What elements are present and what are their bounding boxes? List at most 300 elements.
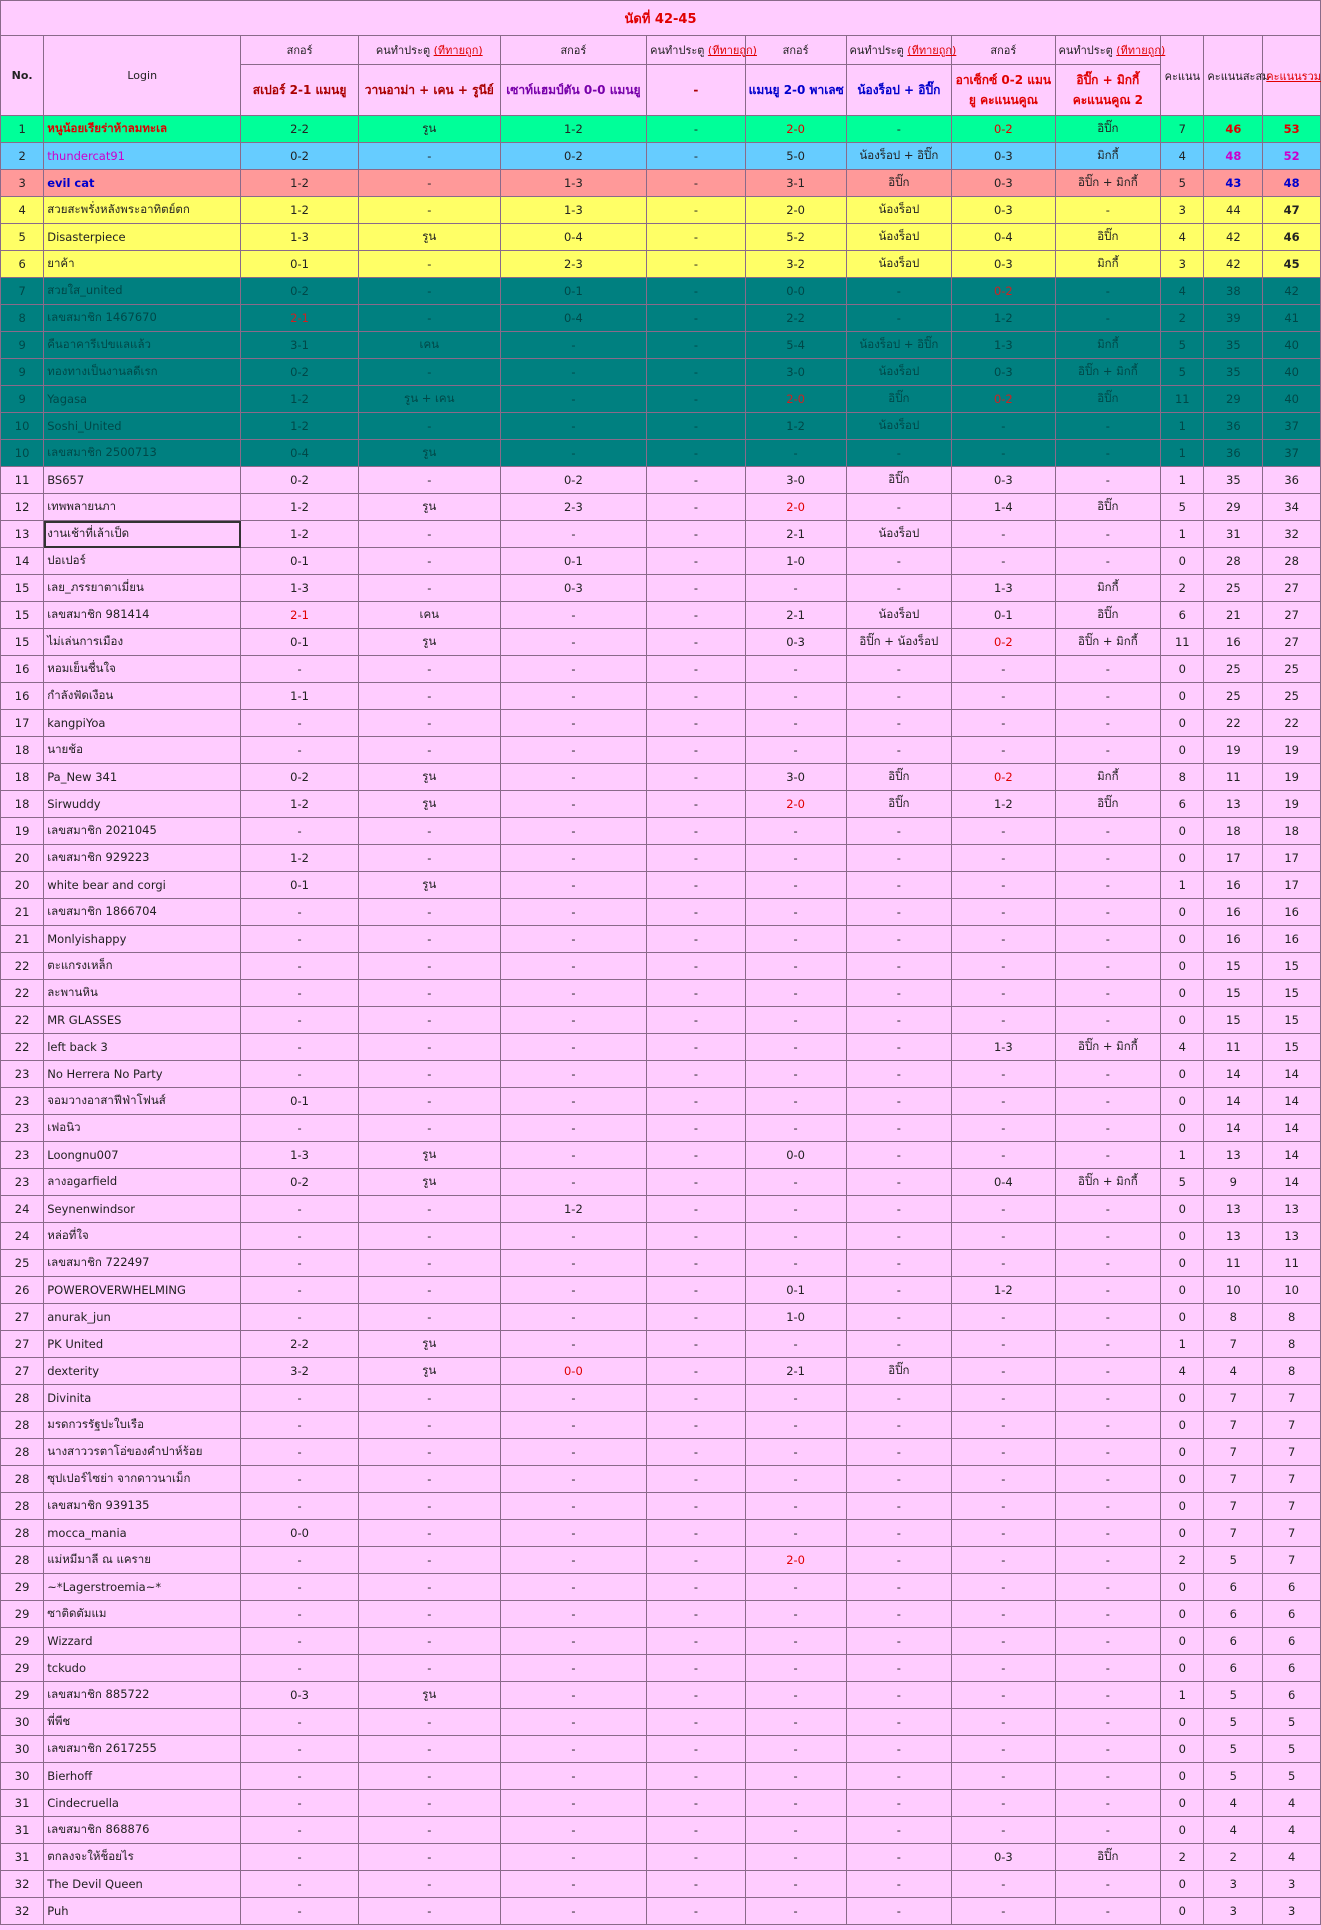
cell-total[interactable]: 13 [1263, 1223, 1321, 1250]
table-row[interactable] [1, 629, 1321, 656]
cell-points[interactable]: 0 [1161, 1628, 1204, 1655]
cell-score-4[interactable]: - [952, 818, 1055, 845]
cell-accumulated[interactable]: 3 [1204, 1898, 1263, 1925]
table-row[interactable] [1, 845, 1321, 872]
cell-scorer-3[interactable]: - [846, 1331, 952, 1358]
cell-score-1[interactable]: 2-2 [241, 116, 359, 143]
cell-rank[interactable]: 12 [1, 494, 44, 521]
cell-points[interactable]: 0 [1161, 1385, 1204, 1412]
cell-scorer-2[interactable]: - [647, 575, 745, 602]
cell-points[interactable]: 0 [1161, 1115, 1204, 1142]
cell-scorer-4[interactable]: อิปิ๊ก [1055, 386, 1161, 413]
cell-score-3[interactable]: - [745, 926, 846, 953]
cell-scorer-4[interactable]: - [1055, 1790, 1161, 1817]
cell-score-1[interactable]: - [241, 1466, 359, 1493]
cell-total[interactable]: 45 [1263, 251, 1321, 278]
cell-scorer-2[interactable]: - [647, 386, 745, 413]
cell-score-1[interactable]: - [241, 818, 359, 845]
cell-scorer-4[interactable]: - [1055, 548, 1161, 575]
cell-score-4[interactable]: 0-2 [952, 386, 1055, 413]
cell-scorer-2[interactable]: - [647, 278, 745, 305]
cell-scorer-3[interactable]: - [846, 440, 952, 467]
cell-score-3[interactable]: - [745, 980, 846, 1007]
table-row[interactable] [1, 116, 1321, 143]
cell-accumulated[interactable]: 5 [1204, 1547, 1263, 1574]
cell-score-4[interactable]: 0-3 [952, 143, 1055, 170]
cell-scorer-3[interactable]: - [846, 1223, 952, 1250]
cell-score-4[interactable]: - [952, 1196, 1055, 1223]
cell-score-1[interactable]: - [241, 1412, 359, 1439]
table-row[interactable] [1, 1385, 1321, 1412]
cell-score-1[interactable]: - [241, 1655, 359, 1682]
table-row[interactable] [1, 1223, 1321, 1250]
cell-score-2[interactable]: - [500, 1601, 647, 1628]
cell-score-3[interactable]: - [745, 1007, 846, 1034]
cell-scorer-1[interactable]: - [358, 1493, 500, 1520]
table-row[interactable] [1, 1331, 1321, 1358]
cell-login[interactable]: พี่พีช [44, 1709, 241, 1736]
cell-score-4[interactable]: - [952, 710, 1055, 737]
cell-score-1[interactable]: 2-1 [241, 602, 359, 629]
cell-points[interactable]: 1 [1161, 440, 1204, 467]
cell-total[interactable]: 34 [1263, 494, 1321, 521]
cell-total[interactable]: 25 [1263, 656, 1321, 683]
cell-points[interactable]: 4 [1161, 1358, 1204, 1385]
cell-score-2[interactable]: - [500, 1331, 647, 1358]
header-score-2[interactable]: สกอร์ [500, 36, 647, 65]
cell-scorer-4[interactable]: อิปิ๊ก + มิกกี้ [1055, 1034, 1161, 1061]
cell-score-3[interactable]: 2-0 [745, 197, 846, 224]
cell-score-4[interactable]: 1-4 [952, 494, 1055, 521]
cell-accumulated[interactable]: 36 [1204, 413, 1263, 440]
cell-rank[interactable]: 9 [1, 386, 44, 413]
cell-scorer-1[interactable]: - [358, 737, 500, 764]
table-row[interactable] [1, 1601, 1321, 1628]
cell-rank[interactable]: 20 [1, 845, 44, 872]
cell-score-3[interactable]: - [745, 1385, 846, 1412]
cell-score-1[interactable]: - [241, 710, 359, 737]
cell-login[interactable]: Disasterpiece [44, 224, 241, 251]
cell-accumulated[interactable]: 16 [1204, 899, 1263, 926]
cell-score-2[interactable]: 2-3 [500, 251, 647, 278]
cell-scorer-4[interactable]: - [1055, 305, 1161, 332]
cell-scorer-3[interactable]: - [846, 1412, 952, 1439]
table-row[interactable] [1, 1061, 1321, 1088]
cell-points[interactable]: 1 [1161, 521, 1204, 548]
cell-login[interactable]: จอมวางอาสาฟีฟ่าโฟนส์ [44, 1088, 241, 1115]
cell-score-3[interactable]: - [745, 953, 846, 980]
cell-login[interactable]: ยาค้า [44, 251, 241, 278]
cell-rank[interactable]: 27 [1, 1304, 44, 1331]
cell-score-4[interactable]: 0-2 [952, 629, 1055, 656]
table-row[interactable] [1, 359, 1321, 386]
cell-score-4[interactable]: - [952, 1898, 1055, 1925]
cell-points[interactable]: 4 [1161, 224, 1204, 251]
cell-points[interactable]: 0 [1161, 1493, 1204, 1520]
cell-score-1[interactable]: 0-1 [241, 629, 359, 656]
cell-score-2[interactable]: - [500, 386, 647, 413]
cell-score-1[interactable]: 1-2 [241, 521, 359, 548]
cell-total[interactable]: 5 [1263, 1709, 1321, 1736]
cell-total[interactable]: 13 [1263, 1196, 1321, 1223]
cell-score-3[interactable]: - [745, 1844, 846, 1871]
header-pick-8[interactable]: อิปิ๊ก + มิกกี้ คะแนนคูณ 2 [1055, 65, 1161, 116]
cell-scorer-4[interactable]: - [1055, 1709, 1161, 1736]
cell-scorer-2[interactable]: - [647, 332, 745, 359]
cell-scorer-3[interactable]: - [846, 1277, 952, 1304]
cell-score-4[interactable]: - [952, 980, 1055, 1007]
cell-rank[interactable]: 26 [1, 1277, 44, 1304]
cell-scorer-2[interactable]: - [647, 359, 745, 386]
cell-points[interactable]: 0 [1161, 1898, 1204, 1925]
cell-points[interactable]: 0 [1161, 1196, 1204, 1223]
cell-total[interactable]: 36 [1263, 467, 1321, 494]
cell-score-2[interactable]: - [500, 1763, 647, 1790]
cell-score-4[interactable]: 1-3 [952, 575, 1055, 602]
table-row[interactable] [1, 143, 1321, 170]
cell-total[interactable]: 8 [1263, 1331, 1321, 1358]
cell-scorer-1[interactable]: - [358, 1061, 500, 1088]
cell-score-2[interactable]: - [500, 332, 647, 359]
cell-score-3[interactable]: - [745, 1574, 846, 1601]
cell-score-4[interactable]: - [952, 1817, 1055, 1844]
table-row[interactable] [1, 1169, 1321, 1196]
cell-scorer-1[interactable]: เคน [358, 332, 500, 359]
cell-score-4[interactable]: 0-3 [952, 359, 1055, 386]
cell-score-3[interactable]: - [745, 1061, 846, 1088]
cell-score-2[interactable]: - [500, 1223, 647, 1250]
cell-scorer-4[interactable]: - [1055, 1520, 1161, 1547]
cell-accumulated[interactable]: 7 [1204, 1412, 1263, 1439]
cell-login[interactable]: ตะแกรงเหล็ก [44, 953, 241, 980]
cell-score-1[interactable]: - [241, 1574, 359, 1601]
cell-rank[interactable]: 27 [1, 1331, 44, 1358]
cell-score-3[interactable]: 0-0 [745, 278, 846, 305]
cell-score-1[interactable]: 0-2 [241, 359, 359, 386]
table-row[interactable] [1, 1574, 1321, 1601]
cell-points[interactable]: 0 [1161, 710, 1204, 737]
cell-scorer-1[interactable]: - [358, 1115, 500, 1142]
cell-login[interactable]: นายช้อ [44, 737, 241, 764]
header-pick-2[interactable]: วานอาม่า + เคน + รูนีย์ [358, 65, 500, 116]
cell-scorer-3[interactable]: - [846, 1142, 952, 1169]
cell-points[interactable]: 1 [1161, 1331, 1204, 1358]
cell-scorer-4[interactable]: - [1055, 1574, 1161, 1601]
cell-scorer-4[interactable]: - [1055, 1493, 1161, 1520]
cell-score-3[interactable]: 2-1 [745, 602, 846, 629]
cell-scorer-3[interactable]: - [846, 1034, 952, 1061]
table-row[interactable] [1, 413, 1321, 440]
cell-score-3[interactable]: - [745, 440, 846, 467]
cell-score-4[interactable]: - [952, 1142, 1055, 1169]
cell-scorer-1[interactable]: - [358, 818, 500, 845]
cell-points[interactable]: 5 [1161, 1169, 1204, 1196]
cell-accumulated[interactable]: 43 [1204, 170, 1263, 197]
cell-score-3[interactable]: - [745, 1763, 846, 1790]
cell-scorer-2[interactable]: - [647, 1547, 745, 1574]
cell-score-1[interactable]: 1-2 [241, 845, 359, 872]
cell-scorer-2[interactable]: - [647, 1034, 745, 1061]
cell-score-2[interactable]: - [500, 1277, 647, 1304]
cell-score-3[interactable]: 2-0 [745, 791, 846, 818]
cell-score-1[interactable]: 2-2 [241, 1331, 359, 1358]
cell-login[interactable]: ไม่เล่นการเมือง [44, 629, 241, 656]
cell-total[interactable]: 7 [1263, 1520, 1321, 1547]
cell-points[interactable]: 5 [1161, 359, 1204, 386]
cell-score-2[interactable]: - [500, 602, 647, 629]
cell-score-3[interactable]: 1-2 [745, 413, 846, 440]
cell-total[interactable]: 28 [1263, 548, 1321, 575]
cell-scorer-2[interactable]: - [647, 710, 745, 737]
cell-total[interactable]: 6 [1263, 1682, 1321, 1709]
cell-scorer-3[interactable]: น้องร็อป + อิปิ๊ก [846, 332, 952, 359]
cell-score-1[interactable]: - [241, 980, 359, 1007]
cell-points[interactable]: 0 [1161, 1817, 1204, 1844]
cell-rank[interactable]: 23 [1, 1142, 44, 1169]
cell-login[interactable]: งานเช้าที่เล้าเป็ด [44, 521, 241, 548]
cell-points[interactable]: 0 [1161, 1250, 1204, 1277]
cell-score-3[interactable]: - [745, 737, 846, 764]
cell-score-2[interactable]: - [500, 1628, 647, 1655]
cell-score-3[interactable]: - [745, 1466, 846, 1493]
cell-score-1[interactable]: - [241, 1817, 359, 1844]
cell-accumulated[interactable]: 10 [1204, 1277, 1263, 1304]
cell-score-4[interactable]: 1-3 [952, 332, 1055, 359]
cell-rank[interactable]: 29 [1, 1682, 44, 1709]
table-row[interactable] [1, 980, 1321, 1007]
cell-scorer-4[interactable]: - [1055, 1628, 1161, 1655]
table-row[interactable] [1, 1142, 1321, 1169]
cell-points[interactable]: 3 [1161, 251, 1204, 278]
cell-rank[interactable]: 7 [1, 278, 44, 305]
cell-total[interactable]: 15 [1263, 953, 1321, 980]
cell-points[interactable]: 0 [1161, 1574, 1204, 1601]
cell-scorer-2[interactable]: - [647, 1817, 745, 1844]
cell-score-3[interactable]: - [745, 1736, 846, 1763]
cell-score-1[interactable]: - [241, 1898, 359, 1925]
cell-score-4[interactable]: - [952, 1007, 1055, 1034]
cell-score-2[interactable]: 1-2 [500, 116, 647, 143]
cell-rank[interactable]: 30 [1, 1709, 44, 1736]
table-row[interactable] [1, 737, 1321, 764]
cell-login[interactable]: tckudo [44, 1655, 241, 1682]
cell-scorer-3[interactable]: - [846, 1790, 952, 1817]
table-row[interactable] [1, 899, 1321, 926]
cell-score-2[interactable]: - [500, 1709, 647, 1736]
cell-score-2[interactable]: - [500, 1682, 647, 1709]
cell-score-2[interactable]: - [500, 953, 647, 980]
cell-score-2[interactable]: 0-4 [500, 305, 647, 332]
cell-scorer-3[interactable]: - [846, 1574, 952, 1601]
cell-scorer-1[interactable]: - [358, 1655, 500, 1682]
cell-accumulated[interactable]: 42 [1204, 251, 1263, 278]
cell-scorer-2[interactable]: - [647, 251, 745, 278]
cell-scorer-1[interactable]: - [358, 683, 500, 710]
cell-points[interactable]: 1 [1161, 872, 1204, 899]
cell-scorer-4[interactable]: - [1055, 818, 1161, 845]
table-row[interactable] [1, 1439, 1321, 1466]
cell-scorer-2[interactable]: - [647, 143, 745, 170]
cell-score-3[interactable]: 1-0 [745, 548, 846, 575]
cell-scorer-3[interactable]: อิปิ๊ก [846, 467, 952, 494]
table-row[interactable] [1, 1520, 1321, 1547]
cell-score-3[interactable]: 1-0 [745, 1304, 846, 1331]
cell-scorer-1[interactable]: รูน [358, 1331, 500, 1358]
cell-accumulated[interactable]: 44 [1204, 197, 1263, 224]
cell-score-1[interactable]: - [241, 1223, 359, 1250]
cell-points[interactable]: 0 [1161, 818, 1204, 845]
cell-scorer-2[interactable]: - [647, 1412, 745, 1439]
cell-score-1[interactable]: - [241, 1115, 359, 1142]
cell-score-3[interactable]: 0-3 [745, 629, 846, 656]
cell-login[interactable]: anurak_jun [44, 1304, 241, 1331]
cell-score-3[interactable]: - [745, 1709, 846, 1736]
cell-scorer-3[interactable]: - [846, 548, 952, 575]
cell-score-3[interactable]: 3-0 [745, 764, 846, 791]
cell-score-1[interactable]: - [241, 1439, 359, 1466]
cell-points[interactable]: 0 [1161, 1061, 1204, 1088]
table-row[interactable] [1, 548, 1321, 575]
cell-points[interactable]: 0 [1161, 1601, 1204, 1628]
cell-scorer-3[interactable]: - [846, 1493, 952, 1520]
header-login[interactable]: Login [44, 36, 241, 116]
cell-scorer-2[interactable]: - [647, 1169, 745, 1196]
table-row[interactable] [1, 1817, 1321, 1844]
cell-scorer-4[interactable]: - [1055, 1277, 1161, 1304]
cell-score-3[interactable]: - [745, 1682, 846, 1709]
cell-scorer-3[interactable]: - [846, 1061, 952, 1088]
cell-points[interactable]: 0 [1161, 1763, 1204, 1790]
cell-accumulated[interactable]: 5 [1204, 1763, 1263, 1790]
cell-score-2[interactable]: - [500, 629, 647, 656]
cell-scorer-4[interactable]: อิปิ๊ก + มิกกี้ [1055, 359, 1161, 386]
cell-score-4[interactable]: - [952, 1520, 1055, 1547]
cell-scorer-4[interactable]: อิปิ๊ก [1055, 602, 1161, 629]
cell-accumulated[interactable]: 14 [1204, 1061, 1263, 1088]
cell-scorer-2[interactable]: - [647, 872, 745, 899]
cell-score-1[interactable]: 0-2 [241, 143, 359, 170]
cell-total[interactable]: 18 [1263, 818, 1321, 845]
cell-score-2[interactable]: - [500, 1061, 647, 1088]
cell-score-1[interactable]: 1-2 [241, 197, 359, 224]
cell-score-4[interactable]: 0-2 [952, 116, 1055, 143]
table-row[interactable] [1, 1277, 1321, 1304]
cell-login[interactable]: แม่หมีมาลี ณ แคราย [44, 1547, 241, 1574]
cell-accumulated[interactable]: 4 [1204, 1817, 1263, 1844]
cell-scorer-4[interactable]: อิปิ๊ก [1055, 224, 1161, 251]
cell-login[interactable]: ซาติดตัมแม [44, 1601, 241, 1628]
cell-total[interactable]: 17 [1263, 872, 1321, 899]
cell-score-3[interactable]: - [745, 710, 846, 737]
cell-points[interactable]: 0 [1161, 1007, 1204, 1034]
cell-scorer-4[interactable]: - [1055, 737, 1161, 764]
cell-score-1[interactable]: 0-2 [241, 1169, 359, 1196]
cell-login[interactable]: Puh [44, 1898, 241, 1925]
cell-points[interactable]: 0 [1161, 1709, 1204, 1736]
cell-score-4[interactable]: - [952, 1601, 1055, 1628]
cell-total[interactable]: 6 [1263, 1574, 1321, 1601]
cell-score-4[interactable]: - [952, 926, 1055, 953]
cell-accumulated[interactable]: 17 [1204, 845, 1263, 872]
cell-score-3[interactable]: 3-0 [745, 467, 846, 494]
cell-accumulated[interactable]: 5 [1204, 1736, 1263, 1763]
cell-score-2[interactable]: - [500, 1547, 647, 1574]
cell-scorer-4[interactable]: - [1055, 1142, 1161, 1169]
cell-scorer-1[interactable]: - [358, 1709, 500, 1736]
cell-score-1[interactable]: - [241, 1304, 359, 1331]
cell-score-4[interactable]: - [952, 1628, 1055, 1655]
cell-score-1[interactable]: 1-2 [241, 170, 359, 197]
cell-scorer-1[interactable]: รูน [358, 440, 500, 467]
cell-scorer-3[interactable]: น้องร็อป [846, 602, 952, 629]
cell-total[interactable]: 52 [1263, 143, 1321, 170]
cell-scorer-4[interactable]: อิปิ๊ก [1055, 116, 1161, 143]
cell-scorer-4[interactable]: มิกกี้ [1055, 143, 1161, 170]
table-row[interactable] [1, 494, 1321, 521]
cell-accumulated[interactable]: 11 [1204, 1250, 1263, 1277]
cell-scorer-3[interactable]: อิปิ๊ก [846, 386, 952, 413]
table-row[interactable] [1, 953, 1321, 980]
table-row[interactable] [1, 467, 1321, 494]
cell-rank[interactable]: 29 [1, 1655, 44, 1682]
cell-rank[interactable]: 28 [1, 1412, 44, 1439]
cell-score-3[interactable]: - [745, 1871, 846, 1898]
cell-score-3[interactable]: - [745, 1088, 846, 1115]
table-row[interactable] [1, 1709, 1321, 1736]
cell-scorer-4[interactable]: - [1055, 1412, 1161, 1439]
cell-login[interactable]: Sirwuddy [44, 791, 241, 818]
cell-scorer-3[interactable]: - [846, 494, 952, 521]
cell-rank[interactable]: 9 [1, 332, 44, 359]
cell-scorer-3[interactable]: - [846, 278, 952, 305]
cell-accumulated[interactable]: 7 [1204, 1439, 1263, 1466]
cell-score-2[interactable]: - [500, 656, 647, 683]
cell-rank[interactable]: 28 [1, 1466, 44, 1493]
cell-total[interactable]: 3 [1263, 1871, 1321, 1898]
cell-score-1[interactable]: 1-3 [241, 1142, 359, 1169]
cell-rank[interactable]: 10 [1, 413, 44, 440]
header-pick-7[interactable]: อาเซ็กซ์ 0-2 แมนยู คะแนนคูณ [952, 65, 1055, 116]
cell-rank[interactable]: 24 [1, 1223, 44, 1250]
cell-scorer-1[interactable]: - [358, 845, 500, 872]
table-row[interactable] [1, 1493, 1321, 1520]
cell-score-2[interactable]: - [500, 1574, 647, 1601]
cell-scorer-3[interactable]: - [846, 1250, 952, 1277]
cell-accumulated[interactable]: 6 [1204, 1574, 1263, 1601]
cell-score-1[interactable]: - [241, 1709, 359, 1736]
cell-score-1[interactable]: - [241, 1763, 359, 1790]
cell-login[interactable]: เลขสมาชิก 2500713 [44, 440, 241, 467]
cell-accumulated[interactable]: 35 [1204, 467, 1263, 494]
cell-score-3[interactable]: 2-2 [745, 305, 846, 332]
cell-scorer-3[interactable]: น้องร็อป [846, 224, 952, 251]
cell-points[interactable]: 0 [1161, 980, 1204, 1007]
cell-accumulated[interactable]: 46 [1204, 116, 1263, 143]
cell-login[interactable]: ปอเปอร์ [44, 548, 241, 575]
cell-score-3[interactable]: - [745, 1250, 846, 1277]
cell-login[interactable]: Monlyishappy [44, 926, 241, 953]
cell-total[interactable]: 14 [1263, 1061, 1321, 1088]
cell-score-4[interactable]: 0-3 [952, 467, 1055, 494]
cell-rank[interactable]: 28 [1, 1439, 44, 1466]
cell-scorer-1[interactable]: - [358, 1412, 500, 1439]
cell-scorer-2[interactable]: - [647, 197, 745, 224]
cell-score-4[interactable]: - [952, 1223, 1055, 1250]
cell-score-3[interactable]: 5-2 [745, 224, 846, 251]
cell-scorer-3[interactable]: - [846, 872, 952, 899]
cell-total[interactable]: 32 [1263, 521, 1321, 548]
cell-rank[interactable]: 30 [1, 1763, 44, 1790]
